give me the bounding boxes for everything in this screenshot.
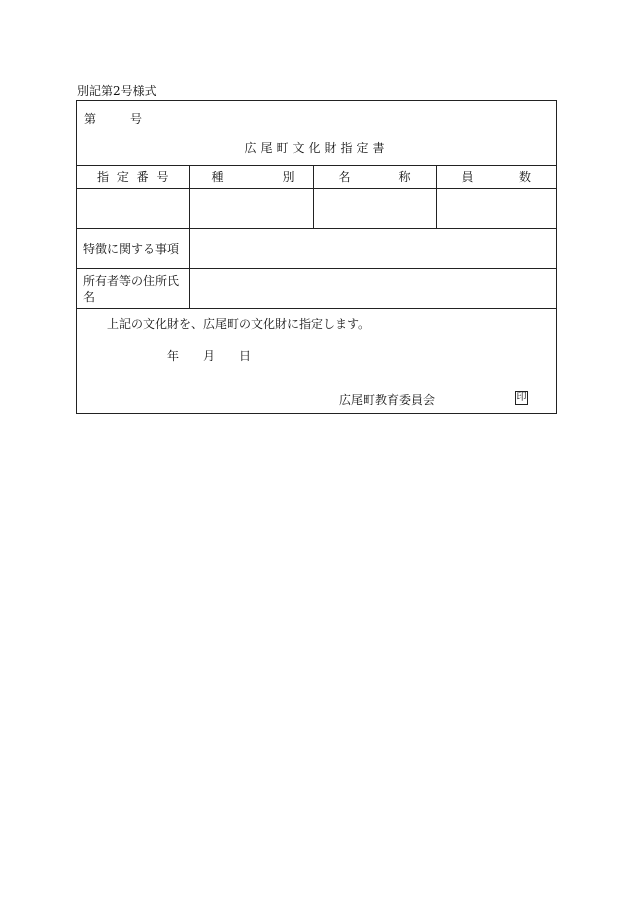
- count-cell: [436, 189, 556, 229]
- owner-row: [77, 269, 556, 309]
- header-char: 種: [211, 170, 224, 184]
- count-header: [436, 166, 556, 189]
- header-char: 定: [116, 170, 129, 184]
- features-row: [77, 229, 556, 269]
- header-char: 指: [97, 170, 110, 184]
- certificate-header: [77, 101, 556, 166]
- name-cell: [313, 189, 436, 229]
- owner-label-line2: 名: [83, 289, 96, 304]
- name-header: [313, 166, 436, 189]
- table-entry-row: [77, 189, 556, 229]
- certificate-number-line: [84, 112, 142, 126]
- date-year: 年: [167, 349, 180, 363]
- features-label: 特徴に関する事項: [77, 229, 189, 269]
- number-prefix: 第: [84, 112, 97, 126]
- designation-certificate-form: [76, 100, 557, 414]
- document-title: 広尾町文化財指定書: [244, 141, 389, 155]
- header-char: 数: [518, 170, 531, 184]
- header-char: 号: [156, 170, 169, 184]
- form-number-label: 別記第2号様式: [77, 84, 157, 98]
- type-header: [189, 166, 313, 189]
- certificate-fields-table: [77, 166, 556, 309]
- certificate-footer: [77, 309, 556, 413]
- number-suffix: 号: [130, 112, 143, 126]
- date-day: 日: [239, 349, 252, 363]
- type-cell: [189, 189, 313, 229]
- features-value-cell: [189, 229, 556, 269]
- owner-label-line1: 所有者等の住所氏: [83, 273, 180, 288]
- header-char: 称: [398, 170, 411, 184]
- table-header-row: [77, 166, 556, 189]
- designation-declaration: 上記の文化財を、広尾町の文化財に指定します。: [107, 317, 371, 331]
- date-line: [167, 349, 251, 363]
- seal-mark: 印: [516, 392, 527, 403]
- header-char: 名: [338, 170, 351, 184]
- header-char: 番: [136, 170, 149, 184]
- owner-value-cell: [189, 269, 556, 309]
- designation-number-cell: [77, 189, 189, 229]
- date-month: 月: [203, 349, 216, 363]
- header-char: 別: [282, 170, 295, 184]
- issuer-name: 広尾町教育委員会: [339, 393, 436, 407]
- designation-number-header: [77, 166, 189, 189]
- header-char: 員: [461, 170, 474, 184]
- owner-label: [77, 269, 189, 309]
